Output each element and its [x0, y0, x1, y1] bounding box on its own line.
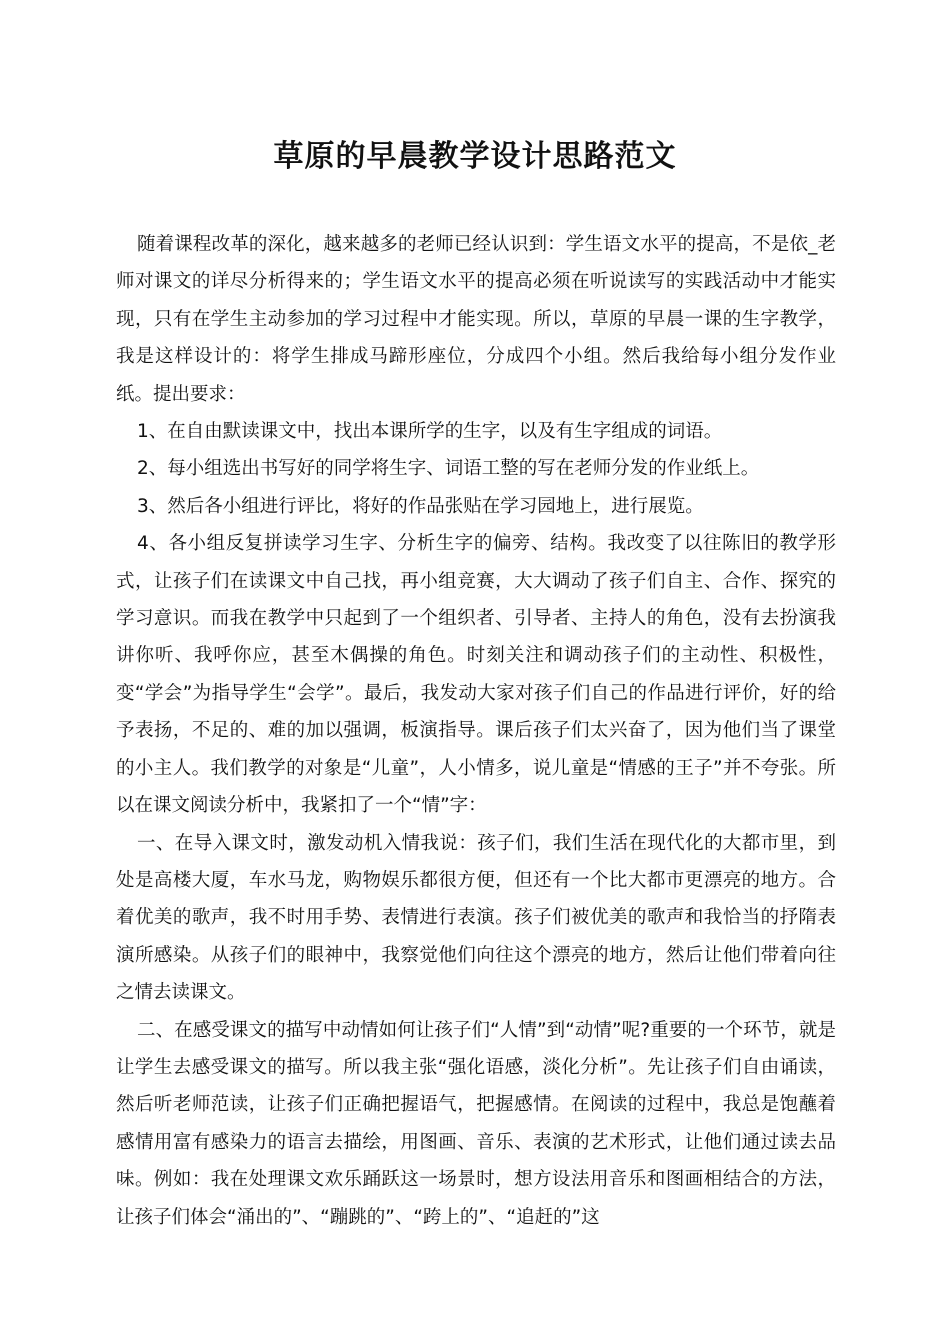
document-title: 草原的早晨教学设计思路范文	[273, 139, 677, 174]
paragraph-requirement-3: 3、然后各小组进行评比，将好的作品张贴在学习园地上，进行展览。	[137, 495, 704, 517]
paragraph-requirement-1: 1、在自由默读课文中，找出本课所学的生字，以及有生字组成的词语。	[137, 421, 723, 443]
paragraph-requirement-2: 2、每小组选出书写好的同学将生字、词语工整的写在老师分发的作业纸上。	[137, 458, 760, 480]
paragraph-section-2: 二、在感受课文的描写中动情如何让孩子们“人情”到“动情”呢?重要的一个环节，就是让学生去感受课文的描写。所以我主张“强化语感，淡化分析”。先让孩子们自由诵读，然后听老师范读，让孩子们正确把握语气，把握感情。在阅读的过程中，我总是饱蘸着感情用富有感染力的语言去描绘，用图画、音乐、表演的艺术形式，让他们通过读去品味。例如：我在处理课文欢乐踊跃这一场景时，想方设法用音乐和图画相结合的方法，让孩子们体会“涌出的”、“蹦跳的”、“跨上的”、“追赶的”这	[116, 1019, 836, 1228]
paragraph-section-1: 一、在导入课文时，激发动机入情我说：孩子们，我们生活在现代化的大都市里，到处是高楼大厦，车水马龙，购物娱乐都很方便，但还有一个比大都市更漂亮的地方。合着优美的歌声，我不时用手势、表情进行表演。孩子们被优美的歌声和我恰当的抒隋表演所感染。从孩子们的眼神中，我察觉他们向往这个漂亮的地方，然后让他们带着向往之情去读课文。	[116, 832, 836, 1004]
paragraph-intro: 随着课程改革的深化，越来越多的老师已经认识到：学生语文水平的提高，不是依_老师对课文的详尽分析得来的；学生语文水平的提高必须在听说读写的实践活动中才能实现，只有在学生主动参加的学习过程中才能实现。所以，草原的早晨一课的生字教学，我是这样设计的：将学生排成马蹄形座位，分成四个小组。然后我给每小组分发作业纸。提出要求：	[116, 234, 836, 405]
paragraph-requirement-4: 4、各小组反复拼读学习生字、分析生字的偏旁、结构。我改变了以往陈旧的教学形式，让孩子们在读课文中自己找，再小组竞赛，大大调动了孩子们自主、合作、探究的学习意识。而我在教学中只起到了一个组织者、引导者、主持人的角色，没有去扮演我讲你听、我呼你应，甚至木偶操的角色。时刻关注和调动孩子们的主动性、积极性，变“学会”为指导学生“会学”。最后，我发动大家对孩子们自己的作品进行评价，好的给予表扬，不足的、难的加以强调，板演指导。课后孩子们太兴奋了，因为他们当了课堂的小主人。我们教学的对象是“儿童”，人小情多，说儿童是“情感的王子”并不夸张。所以在课文阅读分析中，我紧扣了一个“情”字：	[116, 533, 836, 817]
document-body	[116, 226, 836, 1236]
